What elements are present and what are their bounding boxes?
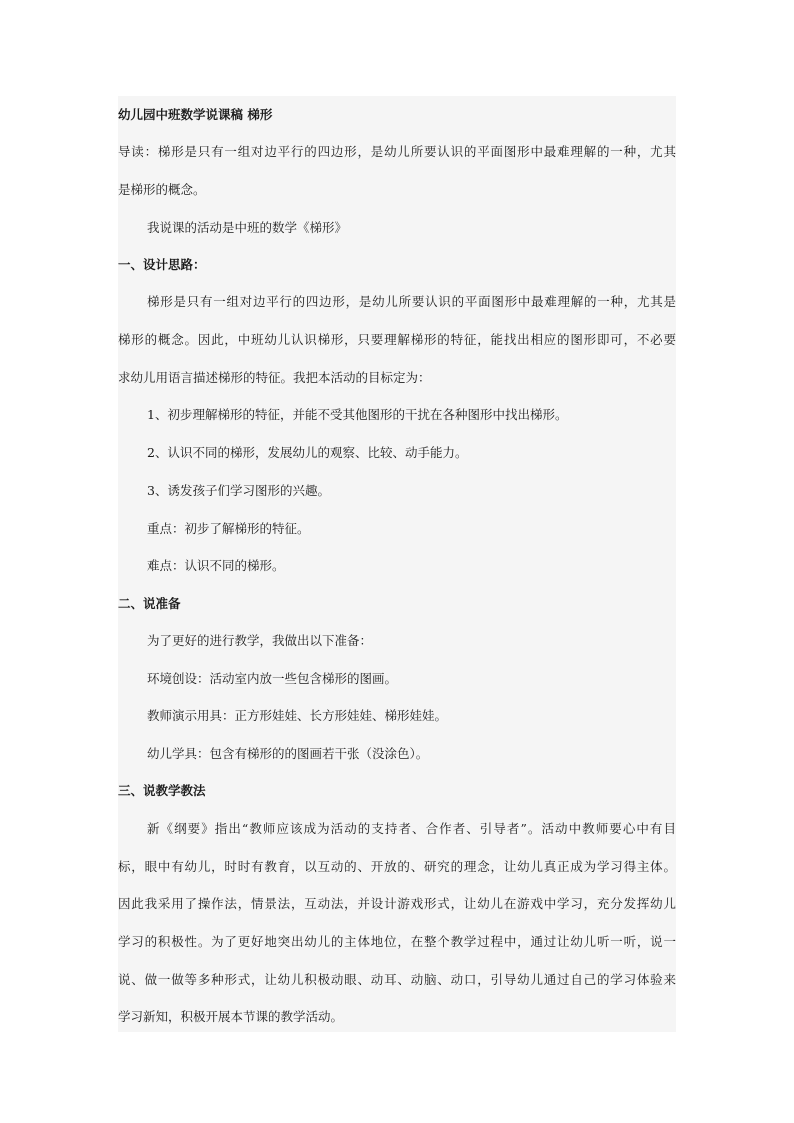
goal-item-1: 1、初步理解梯形的特征，并能不受其他图形的干扰在各种图形中找出梯形。 xyxy=(147,407,568,422)
section1-para-line-2: 梯形的概念。因此，中班幼儿认识梯形，只要理解梯形的特征，能找出相应的图形即可，不必要 xyxy=(118,332,676,347)
prep-line-4: 幼儿学具：包含有梯形的的图画若干张（没涂色）。 xyxy=(147,746,429,761)
prep-line-3: 教师演示用具：正方形娃娃、长方形娃娃、梯形娃娃。 xyxy=(147,708,448,723)
intro-line-2: 是梯形的概念。 xyxy=(118,182,206,197)
prep-line-1: 为了更好的进行教学，我做出以下准备： xyxy=(147,633,373,648)
section3-para-line-4: 学习的积极性。为了更好地突出幼儿的主体地位，在整个教学过程中，通过让幼儿听一听，说一 xyxy=(118,934,676,949)
goal-item-2: 2、认识不同的梯形，发展幼儿的观察、比较、动手能力。 xyxy=(147,445,468,460)
goal-item-3: 3、诱发孩子们学习图形的兴趣。 xyxy=(147,483,330,498)
key-point: 重点：初步了解梯形的特征。 xyxy=(147,521,310,536)
section1-para-line-1: 梯形是只有一组对边平行的四边形，是幼儿所要认识的平面图形中最难理解的一种，尤其是 xyxy=(147,294,676,309)
section2-heading: 二、说准备 xyxy=(118,596,181,611)
difficulty: 难点：认识不同的梯形。 xyxy=(147,558,285,573)
prep-line-2: 环境创设：活动室内放一些包含梯形的图画。 xyxy=(147,671,398,686)
section3-para-line-3: 因此我采用了操作法，情景法，互动法，并设计游戏形式，让幼儿在游戏中学习，充分发挥幼儿 xyxy=(118,896,676,911)
section1-heading: 一、设计思路： xyxy=(118,257,206,272)
section1-para-line-3: 求幼儿用语言描述梯形的特征。我把本活动的目标定为： xyxy=(118,370,431,385)
section3-para-line-2: 标，眼中有幼儿，时时有教育，以互动的、开放的、研究的理念，让幼儿真正成为学习得主体。 xyxy=(118,859,676,874)
section3-para-line-6: 学习新知，积极开展本节课的教学活动。 xyxy=(118,1009,344,1024)
document-title: 幼儿园中班数学说课稿 梯形 xyxy=(118,107,273,122)
opening-line: 我说课的活动是中班的数学《梯形》 xyxy=(147,220,348,235)
section3-para-line-5: 说、做一做等多种形式，让幼儿积极动眼、动耳、动脑、动口，引导幼儿通过自己的学习体验来 xyxy=(118,972,676,987)
section3-heading: 三、说教学教法 xyxy=(118,783,206,798)
intro-line-1: 导读：梯形是只有一组对边平行的四边形，是幼儿所要认识的平面图形中最难理解的一种，尤其 xyxy=(118,144,676,159)
section3-para-line-1: 新《纲要》指出“教师应该成为活动的支持者、合作者、引导者”。活动中教师要心中有目 xyxy=(147,821,676,836)
